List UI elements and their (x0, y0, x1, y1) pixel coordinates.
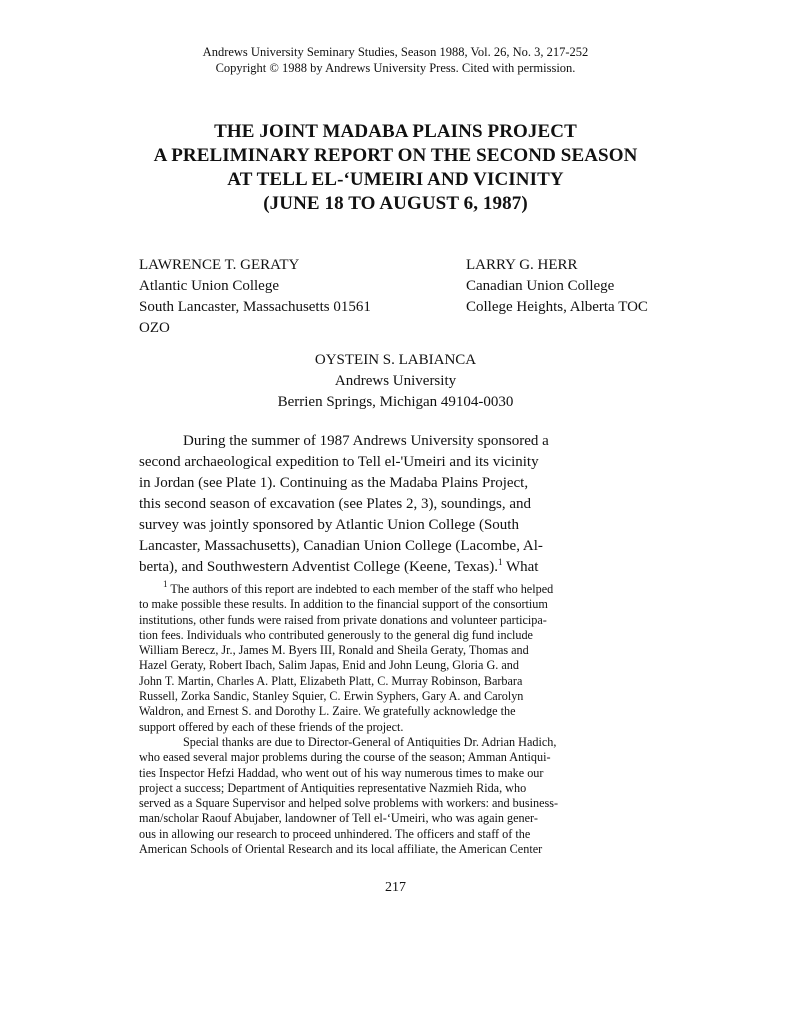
footnote-line: William Berecz, Jr., James M. Byers III, Ronald and Sheila Geraty, Thomas and (139, 643, 529, 658)
author-block-herr (466, 255, 648, 318)
footnote-line: ties Inspector Hefzi Haddad, who went out of his way numerous times to make our (139, 765, 544, 780)
author-name: OYSTEIN S. LABIANCA (314, 352, 477, 368)
body-line-text: berta), and Southwestern Adventist College (Keene, Texas). (139, 559, 498, 575)
footnote-line: Hazel Geraty, Robert Ibach, Salim Japas, Enid and John Leung, Gloria G. and (139, 658, 519, 673)
footnotes-section (139, 579, 653, 857)
footnote-line: man/scholar Raouf Abujaber, landowner of Tell el-‘Umeiri, who was again gener- (139, 811, 538, 826)
body-line: During the summer of 1987 Andrews University sponsored a (183, 433, 549, 449)
body-line: in Jordan (see Plate 1). Continuing as the Madaba Plains Project, (139, 475, 529, 491)
footnote-line: served as a Square Supervisor and helped solve problems with workers: and business- (139, 796, 559, 811)
journal-header (0, 44, 791, 76)
body-line: second archaeological expedition to Tell el-'Umeiri and its vicinity (139, 454, 539, 470)
footnote-line: institutions, other funds were raised from private donations and volunteer participa- (139, 612, 547, 627)
footnote-reference[interactable]: 1 (498, 557, 503, 567)
footnote-line: American Schools of Oriental Research and its local affiliate, the American Center (139, 842, 543, 857)
title-line: AT TELL EL-‘UMEIRI AND VICINITY (227, 169, 564, 190)
footnote-line: Waldron, and Ernest S. and Dorothy L. Zaire. We gratefully acknowledge the (139, 704, 516, 719)
author-address: South Lancaster, Massachusetts 01561 (139, 299, 371, 315)
author-address-continued: OZO (139, 320, 170, 336)
footnote-marker: 1 (163, 579, 168, 589)
footnote-line: tion fees. Individuals who contributed generously to the general dig fund include (139, 627, 533, 642)
page-number: 217 (385, 880, 406, 895)
footnote-line: Russell, Zorka Sandic, Stanley Squier, C. Erwin Syphers, Gary A. and Carolyn (139, 689, 524, 704)
body-line: this second season of excavation (see Plates 2, 3), soundings, and (139, 496, 531, 512)
title-line: (JUNE 18 TO AUGUST 6, 1987) (263, 193, 528, 214)
body-line: survey was jointly sponsored by Atlantic Union College (South (139, 517, 519, 533)
author-block-labianca (139, 350, 652, 413)
footnote-line: project a success; Department of Antiquities representative Nazmieh Rida, who (139, 780, 527, 795)
body-line-last (139, 557, 653, 578)
footnote-line: ous in allowing our research to proceed unhindered. The officers and staff of the (139, 826, 531, 841)
footnote-line: Special thanks are due to Director-General of Antiquities Dr. Adrian Hadich, (183, 734, 557, 749)
author-name: LAWRENCE T. GERATY (139, 257, 300, 273)
body-line: Lancaster, Massachusetts), Canadian Union College (Lacombe, Al- (139, 538, 543, 554)
footnote-line: to make possible these results. In addition to the financial support of the consortium (139, 597, 548, 612)
body-trailing-word: What (502, 559, 539, 575)
author-name: LARRY G. HERR (466, 257, 578, 273)
article-title (60, 120, 731, 216)
title-line: A PRELIMINARY REPORT ON THE SECOND SEASON (153, 145, 638, 166)
author-address: Berrien Springs, Michigan 49104-0030 (277, 394, 514, 410)
author-block-geraty (139, 255, 371, 339)
footnote-text: The authors of this report are indebted to each member of the staff who helped (170, 582, 554, 596)
citation-line: Andrews University Seminary Studies, Season 1988, Vol. 26, No. 3, 217-252 (202, 45, 589, 59)
author-affiliation: Canadian Union College (466, 278, 615, 294)
footnote-line: John T. Martin, Charles A. Platt, Elizabeth Platt, C. Murray Robinson, Barbara (139, 673, 523, 688)
title-line: THE JOINT MADABA PLAINS PROJECT (214, 121, 577, 142)
body-paragraph (139, 431, 653, 578)
footnote-line: support offered by each of these friends of the project. (139, 719, 404, 734)
footnote-line: who eased several major problems during the course of the season; Amman Antiqui- (139, 750, 551, 765)
author-address: College Heights, Alberta TOC (466, 299, 648, 315)
copyright-line: Copyright © 1988 by Andrews University Press. Cited with permission. (215, 61, 576, 75)
author-affiliation: Andrews University (334, 373, 457, 389)
footnote-line (139, 579, 653, 597)
author-affiliation: Atlantic Union College (139, 278, 279, 294)
